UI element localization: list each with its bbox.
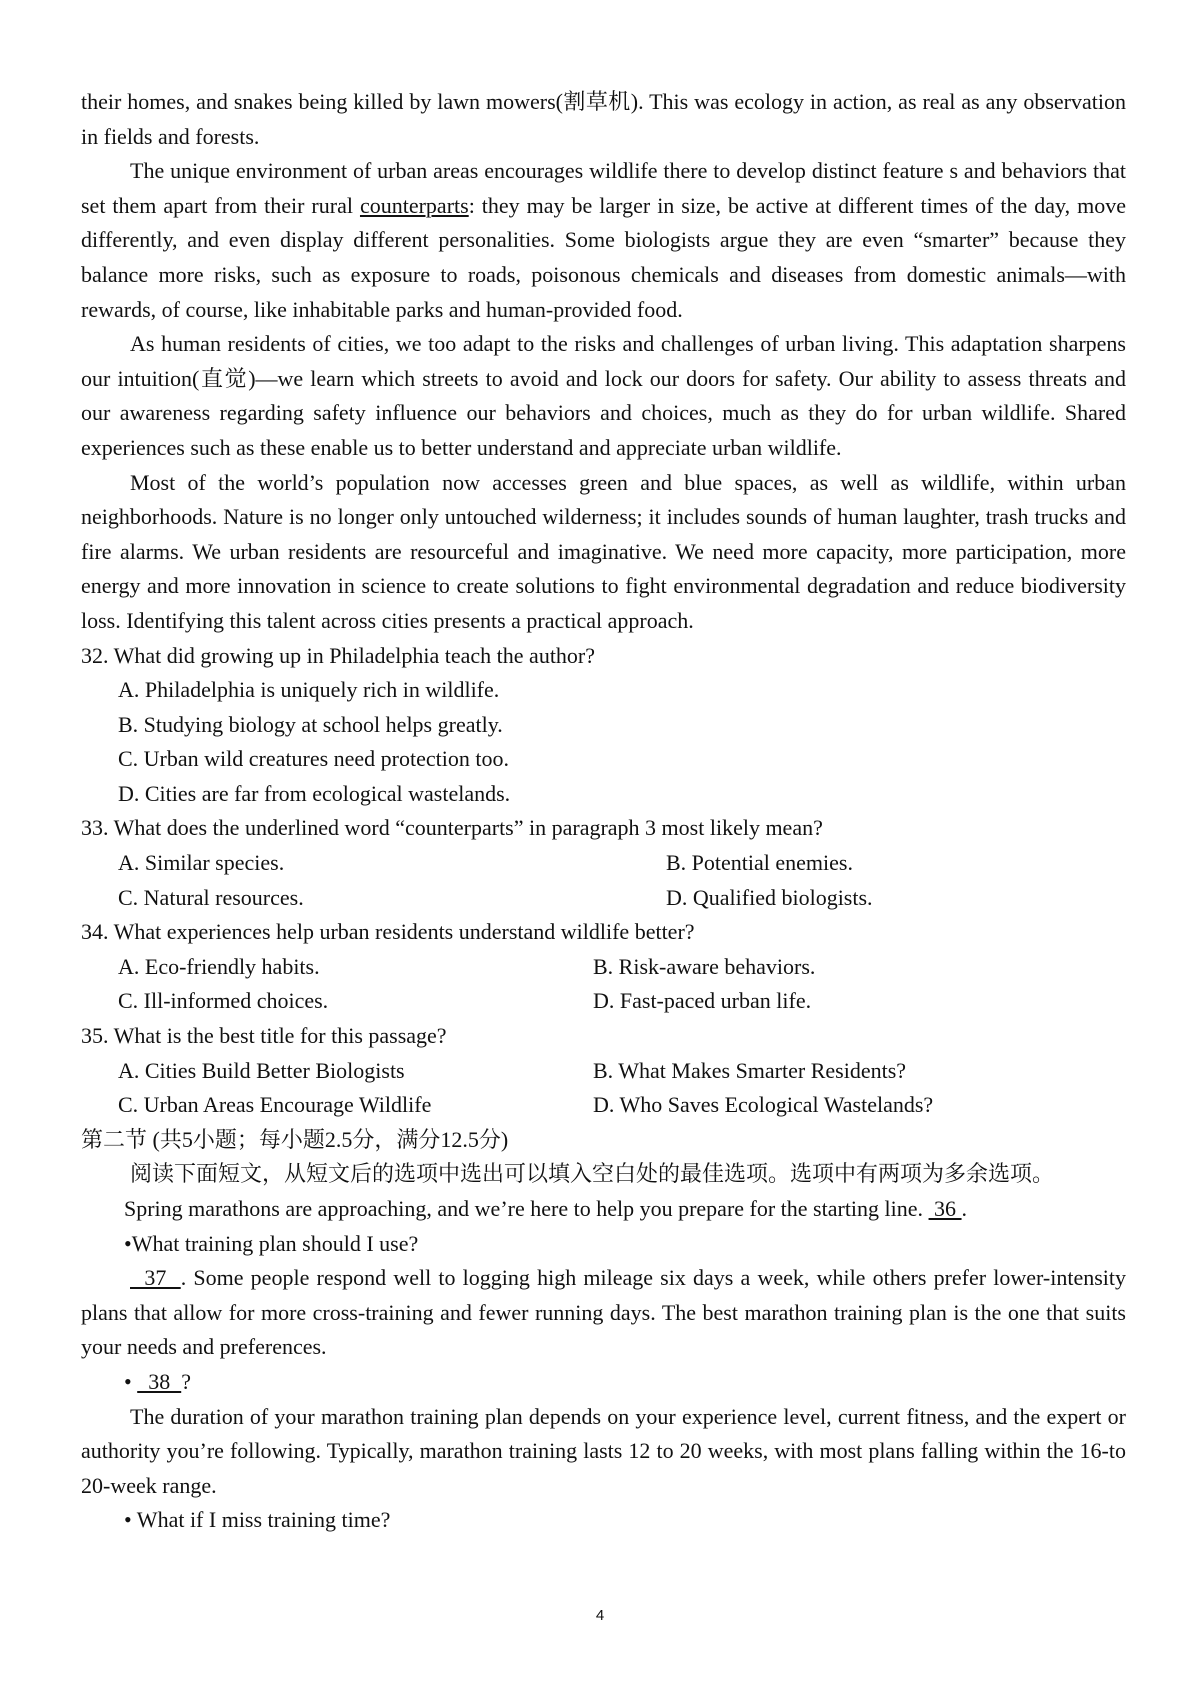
option-b[interactable]: B. Risk-aware behaviors. — [593, 953, 816, 979]
passage-paragraph-1: their homes, and snakes being killed by lawn mowers(割草机). This was ecology in action, as real as any observation in fields and forests. — [81, 89, 1126, 149]
option-b[interactable]: B. What Makes Smarter Residents? — [593, 1057, 907, 1083]
cloze-paragraph-2: The duration of your marathon training plan depends on your experience level, current fitness, and the expert or authority you’re following. Typically, marathon training lasts 12 to 20 weeks, with most plans falling within the 16-to 20-week range. — [81, 1403, 1126, 1498]
question-32 — [81, 639, 1126, 812]
passage-paragraph-3: As human residents of cities, we too adapt to the risks and challenges of urban living. This adaptation sharpens our intuition(直觉)—we learn which streets to avoid and lock our doors for safety. Our ability to assess threats and our awareness regarding safety influence our behaviors and choices, much as they do for urban wildlife. Shared experiences such as these enable us to better understand and appreciate urban wildlife. — [81, 331, 1126, 460]
option-d[interactable]: D. Qualified biologists. — [666, 884, 873, 910]
section-heading: 第二节 (共5小题；每小题2.5分，满分12.5分) — [81, 1126, 509, 1152]
blank-37[interactable]: 37 — [130, 1265, 181, 1291]
option-a[interactable]: A. Cities Build Better Biologists — [118, 1057, 405, 1083]
cloze-paragraph-1 — [81, 1261, 1126, 1365]
option-d[interactable]: D. Who Saves Ecological Wastelands? — [593, 1092, 934, 1118]
cloze-paragraph-1-text: . Some people respond well to logging high mileage six days a week, while others prefer lower-intensity plans that allow for more cross-training and fewer running days. The best marathon training plan is the one that suits your needs and preferences. — [81, 1265, 1127, 1360]
cloze-intro-end: . — [961, 1196, 968, 1221]
blank-36[interactable]: 36 — [928, 1196, 962, 1221]
option-a[interactable]: A. Similar species. — [118, 850, 285, 876]
option-b[interactable]: B. Studying biology at school helps greatly. — [118, 711, 503, 737]
cloze-bullet-1: •What training plan should I use? — [124, 1230, 419, 1256]
passage-paragraph-2 — [81, 154, 1126, 327]
option-d[interactable]: D. Fast-paced urban life. — [593, 988, 812, 1014]
cloze-intro-text: Spring marathons are approaching, and we’re here to help you prepare for the starting line. — [124, 1196, 929, 1221]
passage-paragraph-4: Most of the world’s population now accesses green and blue spaces, as well as wildlife, within urban neighborhoods. Nature is no longer only untouched wilderness; it includes sounds of human laughter, trash trucks and fire alarms. We urban residents are resourceful and imaginative. We need more capacity, more participation, more energy and more innovation in science to create solutions to fight environmental degradation and reduce biodiversity loss. Identifying this talent across cities presents a practical approach. — [81, 469, 1126, 633]
option-c[interactable]: C. Ill-informed choices. — [118, 988, 329, 1014]
p2-before: The unique environment of urban areas encourages wildlife there to develop distinct feature s and behaviors that set them apart from their rural — [81, 158, 1126, 218]
option-c[interactable]: C. Urban wild creatures need protection too. — [118, 746, 509, 772]
p2-after: : they may be larger in size, be active at different times of the day, move differently, and even display different personalities. Some biologists argue they are even “smarter” because they balance more risks, such as exposure to roads, poisonous chemicals and diseases from domestic animals—with rewards, of course, like inhabitable parks and human-provided food. — [81, 192, 1126, 322]
option-a[interactable]: A. Philadelphia is uniquely rich in wildlife. — [118, 677, 500, 703]
question-stem: 35. What is the best title for this passage? — [81, 1023, 447, 1049]
option-d[interactable]: D. Cities are far from ecological wastelands. — [118, 780, 511, 806]
option-c[interactable]: C. Urban Areas Encourage Wildlife — [118, 1092, 432, 1118]
question-35 — [81, 1019, 1126, 1123]
option-b[interactable]: B. Potential enemies. — [666, 850, 853, 876]
cloze-bullet-3: • What if I miss training time? — [124, 1507, 391, 1533]
question-stem: 34. What experiences help urban residents understand wildlife better? — [81, 919, 695, 945]
cloze-intro — [81, 1192, 1126, 1227]
section-instruction: 阅读下面短文，从短文后的选项中选出可以填入空白处的最佳选项。选项中有两项为多余选项。 — [130, 1161, 1055, 1187]
cloze-bullet-2 — [81, 1365, 1126, 1400]
bullet-mark: • — [124, 1368, 132, 1394]
question-stem: 33. What does the underlined word “counterparts” in paragraph 3 most likely mean? — [81, 815, 823, 841]
page-number: 4 — [595, 1607, 605, 1624]
bullet-2-end: ? — [181, 1368, 191, 1394]
options-list — [81, 950, 1126, 1019]
question-stem: 32. What did growing up in Philadelphia teach the author? — [81, 642, 596, 668]
underlined-word-counterparts: counterparts — [359, 192, 469, 218]
options-list — [81, 846, 1126, 915]
options-list — [81, 1054, 1126, 1123]
options-list — [81, 673, 1126, 811]
blank-38[interactable]: 38 — [137, 1368, 182, 1394]
option-a[interactable]: A. Eco-friendly habits. — [118, 953, 320, 979]
page-content — [81, 85, 1126, 1538]
option-c[interactable]: C. Natural resources. — [118, 884, 304, 910]
question-34 — [81, 915, 1126, 1019]
question-33 — [81, 811, 1126, 915]
